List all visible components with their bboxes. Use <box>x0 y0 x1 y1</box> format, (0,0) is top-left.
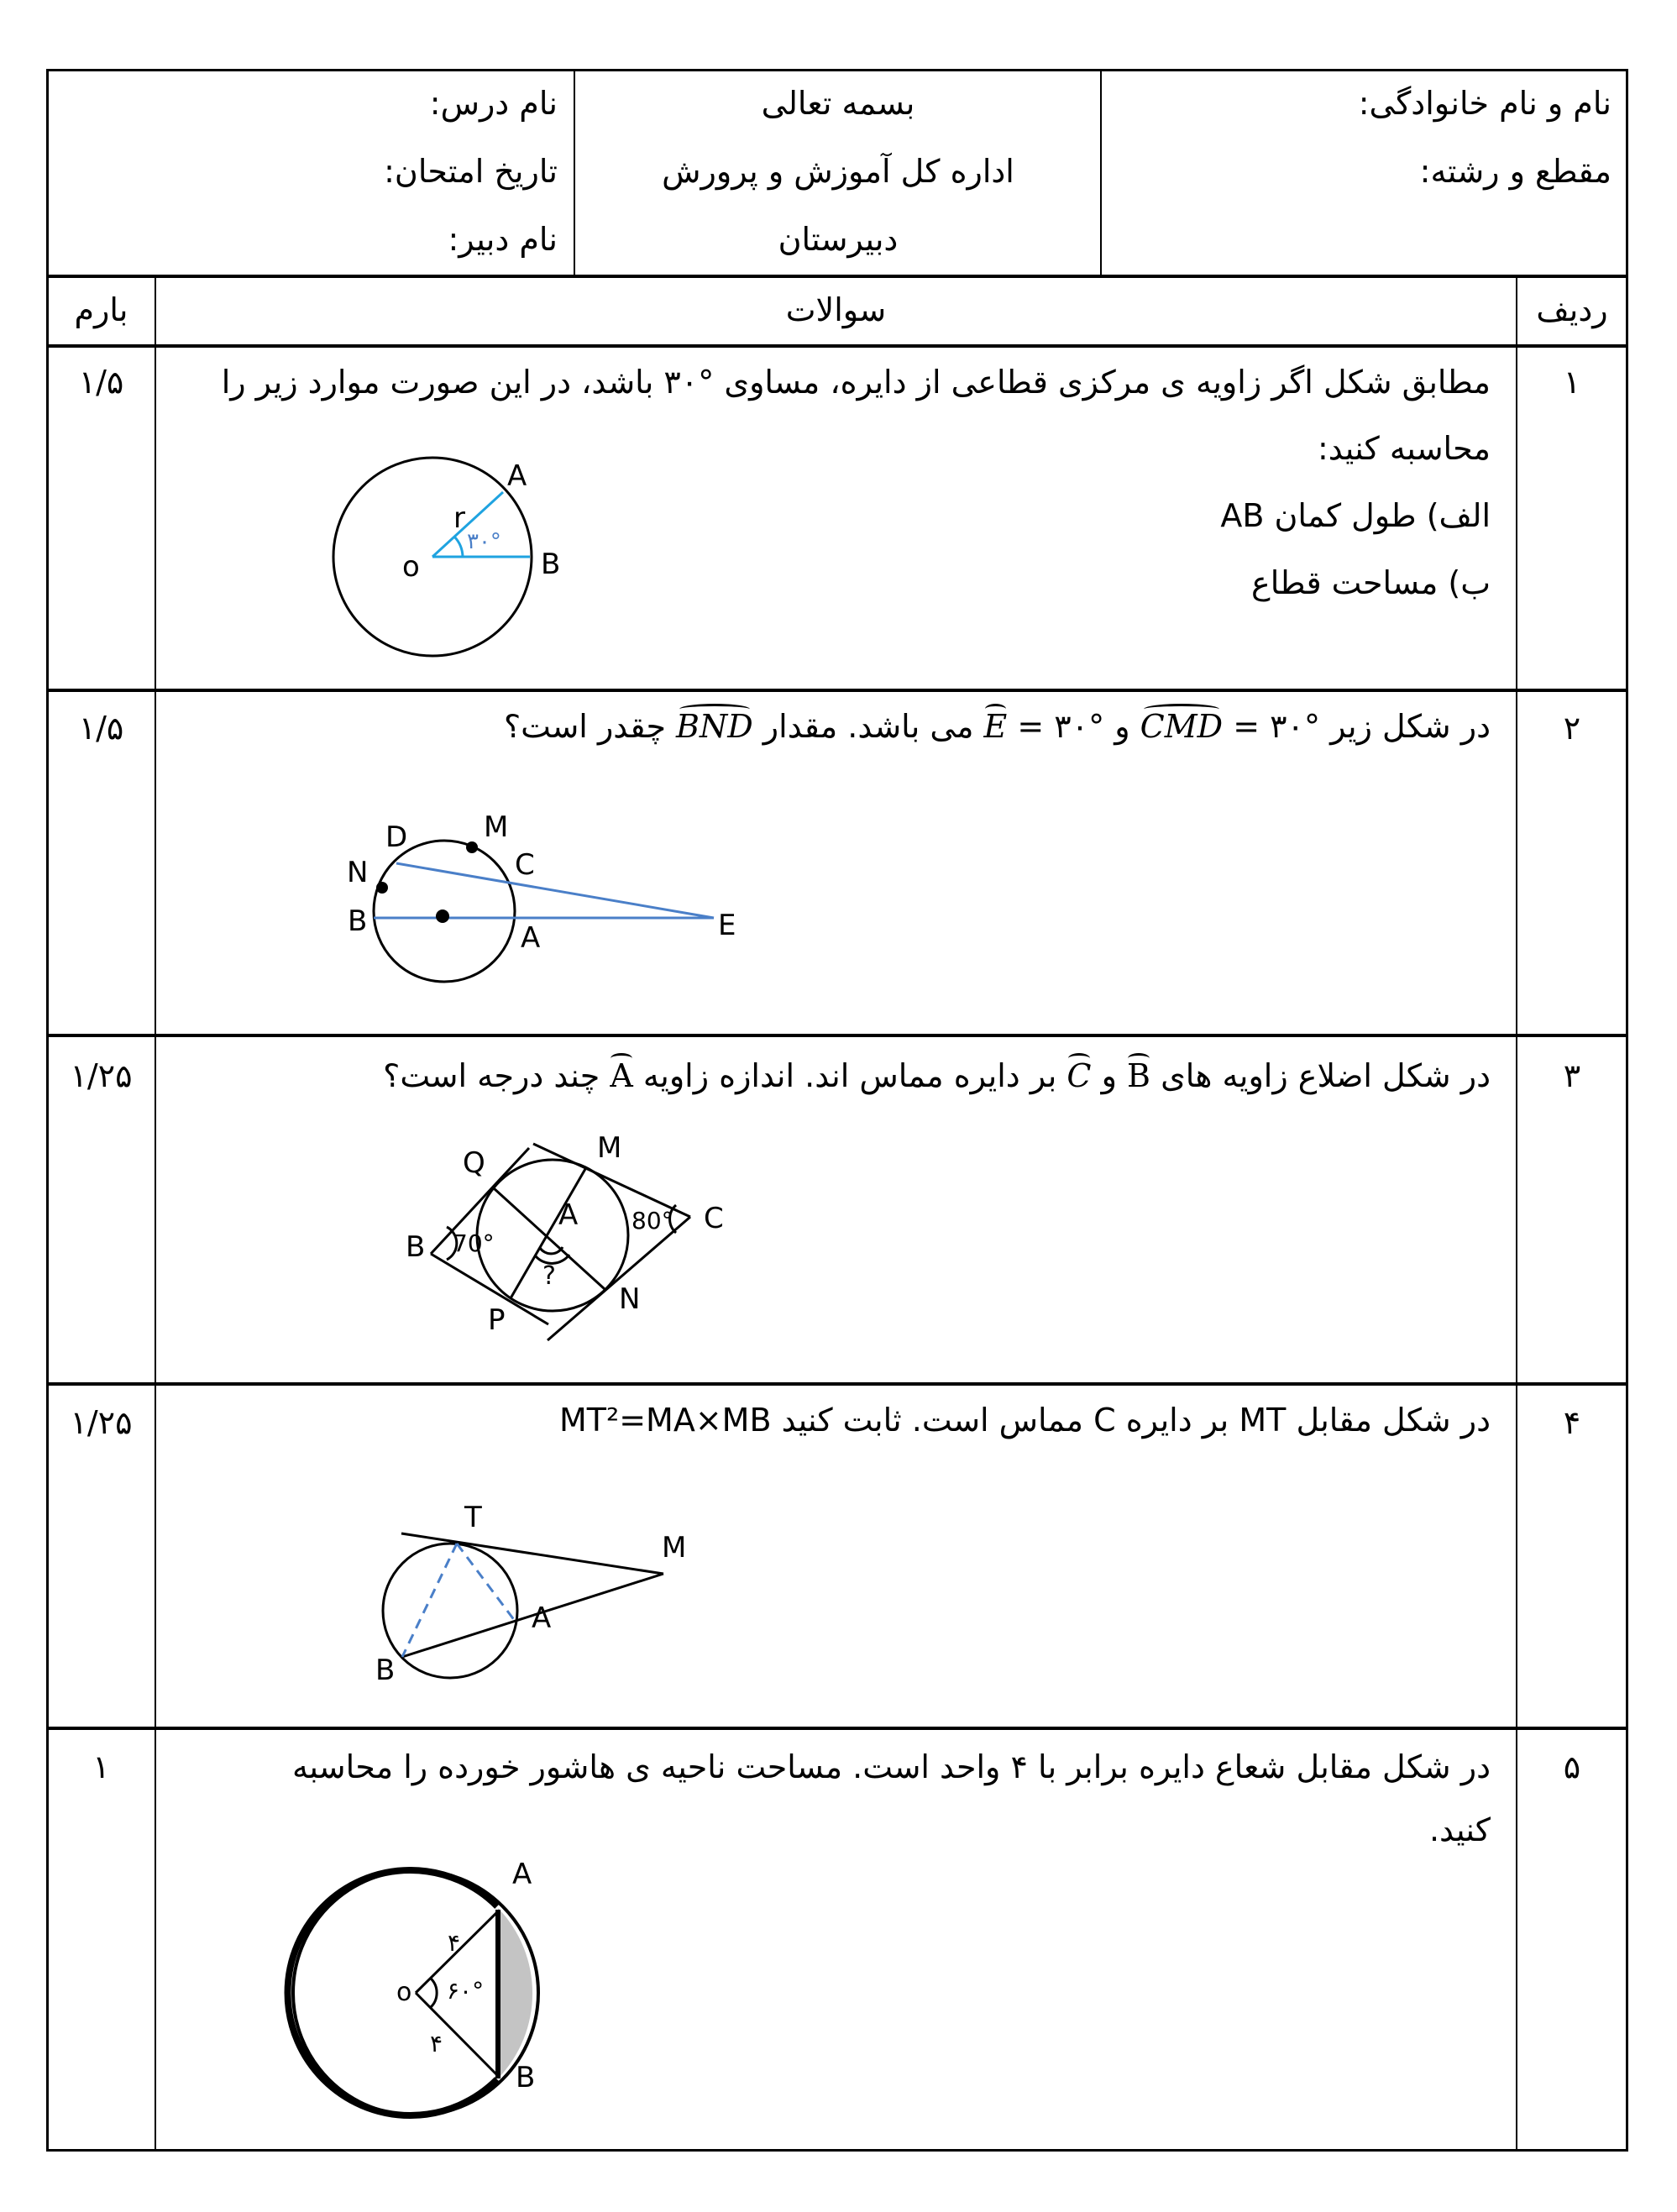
label-b: B <box>375 1654 396 1687</box>
label-m: M <box>484 810 509 844</box>
question-text-cont: محاسبه کنید: <box>1318 430 1491 467</box>
tangent-line <box>401 1533 663 1574</box>
point-n <box>376 882 388 894</box>
label-n: N <box>347 856 369 889</box>
question-number: ۲ <box>1563 710 1581 747</box>
label-m: M <box>662 1531 687 1565</box>
eq2: = ۳۰° <box>1017 708 1105 745</box>
tangent-quadrilateral-figure <box>386 1125 739 1352</box>
question-text-cont: کنید. <box>1428 1811 1491 1848</box>
question-score: ۱/۵ <box>78 710 124 747</box>
radius-ob <box>416 1993 498 2076</box>
header-bottom-rule <box>46 275 1628 278</box>
exam-date-label: تاریخ امتحان: <box>384 153 558 190</box>
label-o: o <box>402 550 420 584</box>
angle-label: ۶۰° <box>447 1977 485 2005</box>
label-r: r <box>453 501 465 535</box>
label-b: B <box>516 2061 536 2094</box>
question-score: ۱ <box>92 1748 110 1785</box>
part-b: ب) مساحت قطاع <box>1251 564 1491 601</box>
header-divider-right <box>1100 69 1102 275</box>
angle-arc <box>430 1978 437 2008</box>
table-border-top <box>46 69 1628 71</box>
tangent-mt: MT <box>1239 1402 1287 1439</box>
label-a: A <box>532 1601 552 1635</box>
row-rule-1 <box>46 689 1628 692</box>
angle-c: C <box>1066 1057 1092 1094</box>
arc-bnd: BND <box>676 708 753 745</box>
header-title-line1: بسمه تعالی <box>761 85 915 122</box>
label-c: C <box>704 1202 724 1235</box>
tangent-secant-figure <box>353 1486 705 1705</box>
text-prefix: در شکل مقابل <box>1296 1402 1491 1439</box>
label-b: B <box>406 1230 426 1264</box>
label-a: A <box>521 921 541 955</box>
conj: و <box>1101 1057 1117 1094</box>
unknown-angle: ? <box>542 1261 556 1291</box>
label-d: D <box>385 820 408 854</box>
tangent-cn <box>548 1217 690 1340</box>
column-header-rule <box>46 344 1628 348</box>
teacher-label: نام دبیر: <box>448 221 558 258</box>
center-point <box>436 909 449 923</box>
arc-cmd: CMD <box>1140 708 1224 745</box>
label-b: B <box>541 548 561 581</box>
question-text <box>383 1057 1491 1094</box>
question-text: مطابق شکل اگر زاویه ی مرکزی قطاعی از دایره، مساوی °۳۰ باشد، در این صورت موارد زیر را <box>221 364 1491 401</box>
angle-c-value: 80° <box>631 1207 673 1234</box>
chord-tb <box>402 1544 457 1657</box>
angle-arc <box>454 537 463 557</box>
formula: MT²=MA×MB <box>558 1402 772 1439</box>
question-score: ۱/۲۵ <box>70 1404 133 1441</box>
text-mid: بر دایره <box>1125 1402 1229 1439</box>
sector-figure <box>311 453 579 680</box>
label-m: M <box>597 1131 622 1165</box>
label-c: C <box>515 848 535 882</box>
course-label: نام درس: <box>429 85 558 122</box>
text-suffix: چند درجه است؟ <box>383 1057 600 1094</box>
score-column-divider <box>155 275 156 2151</box>
angle-a: A <box>610 1057 633 1094</box>
angle-label: ۳۰° <box>467 529 501 554</box>
question-text <box>558 1402 1491 1439</box>
column-header-row: ردیف <box>1536 291 1608 328</box>
label-n: N <box>619 1282 641 1316</box>
text-prefix: در شکل زیر <box>1330 708 1491 745</box>
text-mid: می باشد. مقدار <box>763 708 974 745</box>
row-rule-2 <box>46 1034 1628 1037</box>
angle-e-expression <box>983 708 1105 745</box>
circle-c: C <box>1093 1402 1116 1439</box>
conj: و <box>1114 708 1130 745</box>
label-a: A <box>558 1198 579 1232</box>
column-header-questions: سوالات <box>785 291 887 328</box>
label-e: E <box>718 909 736 942</box>
column-header-score: بارم <box>74 291 128 328</box>
header-divider-left <box>574 69 575 275</box>
question-text: در شکل مقابل شعاع دایره برابر با ۴ واحد است. مساحت ناحیه ی هاشور خورده را محاسبه <box>291 1748 1491 1785</box>
angle-e: E <box>983 708 1008 745</box>
row-column-divider <box>1516 275 1517 2151</box>
question-number: ۳ <box>1563 1057 1581 1094</box>
radius-label-2: ۴ <box>430 2030 443 2057</box>
text-prefix: در شکل اضلاع زاویه های <box>1161 1057 1491 1094</box>
angle-b: B <box>1127 1057 1150 1094</box>
label-b: B <box>348 904 368 938</box>
row-rule-3 <box>46 1382 1628 1386</box>
part-a: الف) طول کمان AB <box>1220 497 1491 534</box>
table-border-bottom <box>46 2149 1628 2152</box>
label-a: A <box>512 1858 532 1891</box>
question-number: ۵ <box>1563 1748 1581 1785</box>
label-o: o <box>396 1978 412 2007</box>
label-t: T <box>464 1501 482 1534</box>
question-number: ۴ <box>1563 1404 1581 1441</box>
question-number: ۱ <box>1563 364 1581 401</box>
point-m <box>466 841 478 853</box>
radius-label-1: ۴ <box>448 1929 461 1957</box>
text-mid2: مماس است. ثابت کنید <box>781 1402 1083 1439</box>
row-rule-4 <box>46 1727 1628 1730</box>
label-p: P <box>488 1303 506 1337</box>
grade-field-label: مقطع و رشته: <box>1419 153 1611 190</box>
eq1: = ۳۰° <box>1233 708 1320 745</box>
text-suffix: چقدر است؟ <box>503 708 666 745</box>
label-a: A <box>507 459 527 493</box>
text-mid: بر دایره مماس اند. اندازه زاویه <box>642 1057 1057 1094</box>
header-title-line3: دبیرستان <box>778 221 899 258</box>
angle-b-value: 70° <box>453 1229 495 1257</box>
label-q: Q <box>463 1146 485 1180</box>
arc-cmd-expression <box>1140 708 1320 745</box>
question-score: ۱/۲۵ <box>70 1057 133 1094</box>
header-title-line2: اداره کل آموزش و پرورش <box>662 153 1014 190</box>
shaded-segment <box>498 1908 532 2078</box>
question-text <box>503 708 1491 745</box>
student-name-label: نام و نام خانوادگی: <box>1358 85 1611 122</box>
question-score: ۱/۵ <box>78 364 124 401</box>
